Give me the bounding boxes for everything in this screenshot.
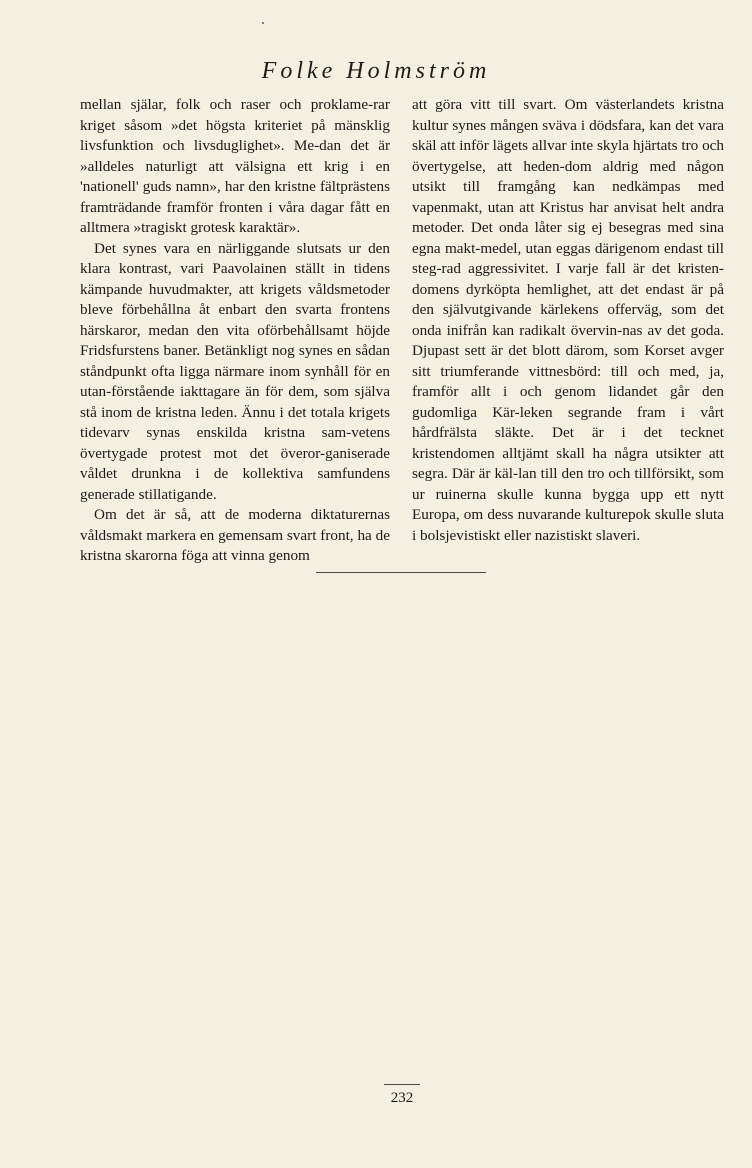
page-number: 232 [390,1090,414,1106]
left-paragraph-1: mellan själar, folk och raser och proklame-rar kriget såsom »det högsta kriteriet på mänsklig livsfunktion och livsduglighet». Me-dan det är »alldeles naturligt att välsigna ett krig i en 'nationell' guds namn», har den kristne fältprästens framträdande framför fronten i våra dagar fått en alltmera »tragiskt grotesk karaktär». [80,96,390,236]
left-paragraph-3: Om det är så, att de moderna diktaturernas våldsmakt markera en gemensam svart front, ha de kristna skarorna föga att vinna genom [80,506,390,564]
right-paragraph-1: att göra vitt till svart. Om västerlandets kristna kultur synes mången sväva i dödsfara, kan det vara skäl att inför lägets allvar inte skyla hjärtats tro och övertygelse, att heden-dom aldrig med någon utsikt till framgång kan nedkämpas med vapenmakt, utan att Kristus har anvisat helt andra metoder. Det onda låter sig ej besegras med sina egna makt-medel, utan eggas därigenom endast till steg-rad aggressivitet. I varje fall är det kristen-domens dyrköpta hemlighet, att det endast är på den självutgivande kärlekens offerväg, som det onda inifrån kan radikalt övervin-nas av det goda. Djupast sett är det blott därom, som Korset avger sitt triumferande vittnesbörd: till och med, ja, framför allt i och genom lidandet går den gudomliga Kär-leken segrande fram i vårt hårdfrälsta släkte. Det är i det tecknet kristendomen alltjämt skall ha några utsikter att segra. Där är käl-lan till den tro och tillförsikt, som ur ruinerna skulle kunna bygga upp ett nytt Europa, om dess nuvarande kulturepok skulle sluta i bolsjevistiskt eller nazistiskt slaveri. [412,96,724,544]
section-end-rule [316,572,486,573]
left-column [80,95,390,567]
print-speck [262,22,264,24]
left-paragraph-2: Det synes vara en närliggande slutsats ur den klara kontrast, vari Paavolainen ställt in tidens kämpande huvudmakter, att krigets våldsmetoder bleve förbehållna åt enbart den svarta frontens härskaror, medan den vita oförbehållsamt höjde Fridsfurstens baner. Betänkligt nog synes en sådan ståndpunkt ofta ligga närmare inom synhåll för en utan-förstående iakttagare än för dem, som själva stå inom de kristna leden. Ännu i det totala krigets tidevarv synas enskilda kristna sam-vetens övertygade protest mot det överor-ganiserade våldet drunkna i de kollektiva samfundens generade stillatigande. [80,239,390,503]
running-title: Folke Holmström [261,58,491,84]
page-number-rule [384,1084,420,1085]
right-column [412,95,724,546]
